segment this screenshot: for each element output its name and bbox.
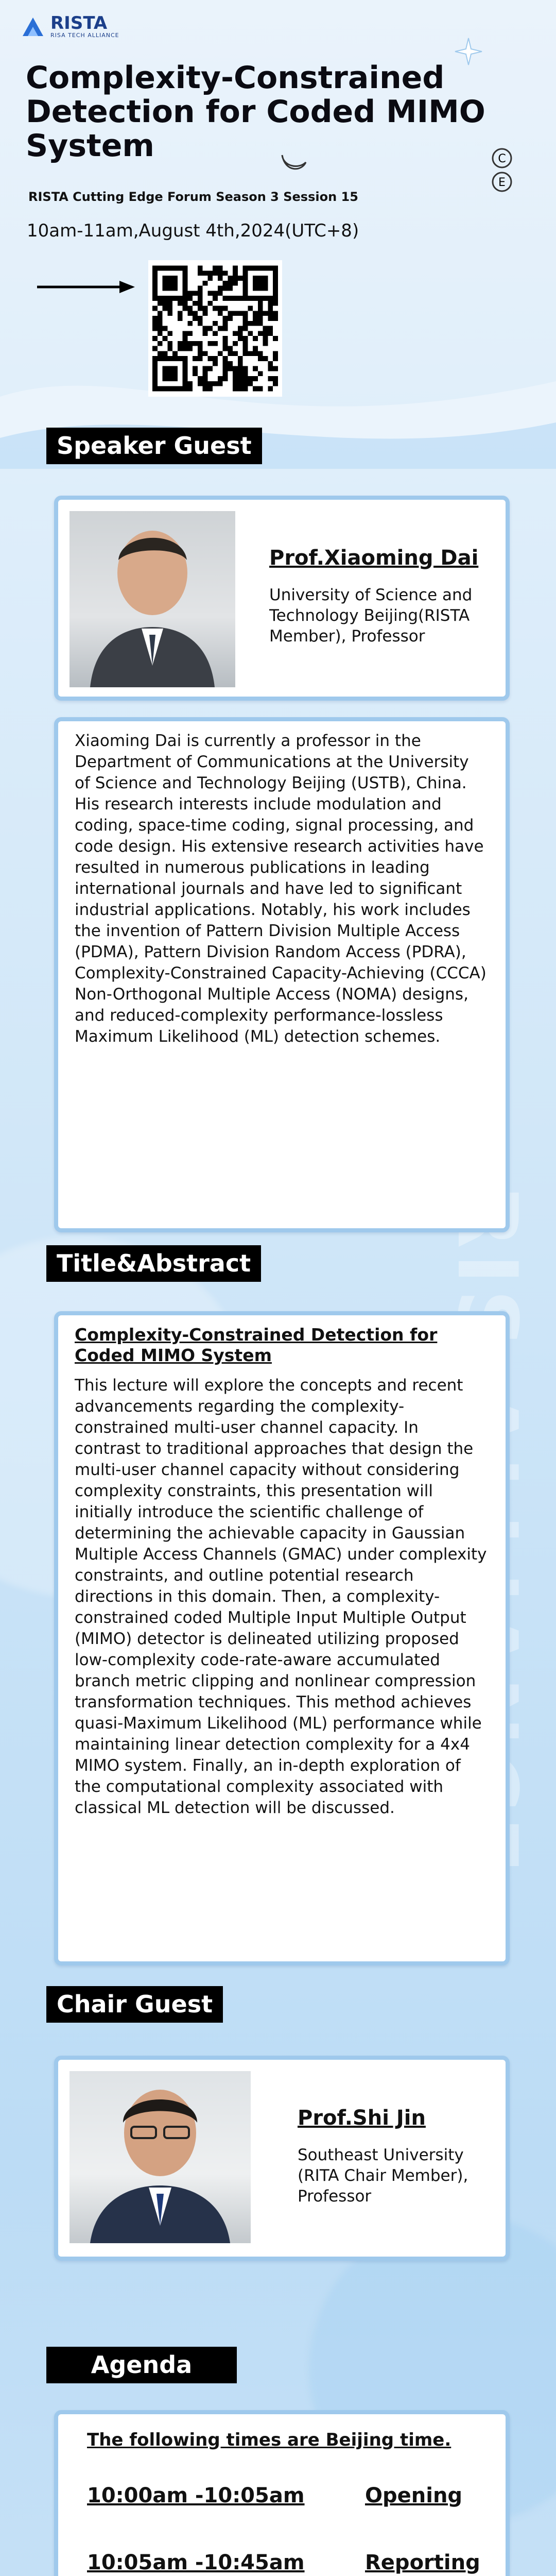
agenda-time: 10:00am -10:05am xyxy=(87,2484,305,2507)
agenda-card xyxy=(54,2410,510,2576)
speaker-name: Prof.Xiaoming Dai xyxy=(269,546,479,570)
speaker-portrait xyxy=(70,511,235,687)
abstract-card xyxy=(54,1311,510,1965)
logo-name: RISTA xyxy=(50,13,108,33)
title-abstract-tag: Title&Abstract xyxy=(46,1245,261,1282)
chair-portrait xyxy=(70,2071,251,2243)
qr-pattern xyxy=(152,264,278,393)
speaker-card xyxy=(54,496,510,701)
agenda-tag: Agenda xyxy=(46,2347,237,2383)
speaker-affiliation: University of Science and Technology Beijing(RISTA Member), Professor xyxy=(269,586,473,646)
agenda-note: The following times are Beijing time. xyxy=(87,2430,451,2450)
agenda-item: Reporting xyxy=(365,2551,480,2574)
speaker-photo xyxy=(70,511,235,687)
rista-logo xyxy=(21,14,119,39)
arrow-right-icon xyxy=(37,281,135,293)
agenda-time: 10:05am -10:45am xyxy=(87,2551,305,2574)
svg-text:C: C xyxy=(498,152,506,165)
chair-guest-tag: Chair Guest xyxy=(46,1986,223,2023)
agenda-row xyxy=(87,2551,480,2576)
abstract-text: This lecture will explore the concepts and recent advancements regarding the complexity-constrained multi-user channel capacity. In contrast to traditional approaches that design the multi-user channel capacity without considering complexity constraints, this presentation will initially introduce the scientific challenge of determining the achievable capacity in Gaussian Multiple Access Channels (GMAC) under complexity constraints, and outline potential research directions in this domain. Then, a complexity-constrained coded Multiple Input Multiple Output (MIMO) detector is delineated utilizing proposed low-complexity code-rate-aware accumulated branch metric clipping and nonlinear compression transformation techniques. This method achieves quasi-Maximum Likelihood (ML) performance while maintaining linear detection complexity for a 4x4 MIMO system. Finally, an in-depth exploration of the computational complexity associated with classical ML detection will be discussed. xyxy=(75,1376,487,1817)
speaker-bio-card xyxy=(54,717,510,1232)
copyright-icon xyxy=(489,147,515,193)
rista-logo-icon xyxy=(21,15,45,38)
chair-affiliation: Southeast University (RITA Chair Member), Professor xyxy=(298,2146,468,2206)
speaker-bio: Xiaoming Dai is currently a professor in the Department of Communications at the University of Science and Technology Beijing (USTB), China. His research interests include modulation and coding, space-time coding, signal processing, and code design. His extensive research activities have resulted in numerous publications in leading international journals and have led to significant industrial applications. Notably, his work includes the invention of Pattern Division Multiple Access (PDMA), Pattern Division Random Access (PDRA), Complexity-Constrained Capacity-Achieving (CCCA) Non-Orthogonal Multiple Access (NOMA) designs, and reduced-complexity performance-lossless Maximum Likelihood (ML) detection schemes. xyxy=(75,732,486,1046)
watermark: RIS xyxy=(439,1185,535,1354)
speaker-guest-tag: Speaker Guest xyxy=(46,428,262,464)
agenda-item: Opening xyxy=(365,2484,463,2507)
abstract-title: Complexity-Constrained Detection for Coded MIMO System xyxy=(75,1325,438,1365)
event-datetime: 10am-11am,August 4th,2024(UTC+8) xyxy=(27,221,359,241)
moon-icon xyxy=(278,152,309,173)
event-qr-code[interactable] xyxy=(148,260,282,397)
logo-sub: RISA TECH ALLIANCE xyxy=(50,32,119,39)
chair-photo xyxy=(70,2071,251,2243)
chair-card xyxy=(54,2056,510,2261)
svg-text:E: E xyxy=(498,176,506,189)
page-subtitle: RISTA Cutting Edge Forum Season 3 Session 15 xyxy=(28,190,358,204)
agenda-row xyxy=(87,2484,477,2515)
chair-name: Prof.Shi Jin xyxy=(298,2106,426,2130)
page-title: Complexity-Constrained Detection for Coded MIMO System xyxy=(26,60,485,164)
